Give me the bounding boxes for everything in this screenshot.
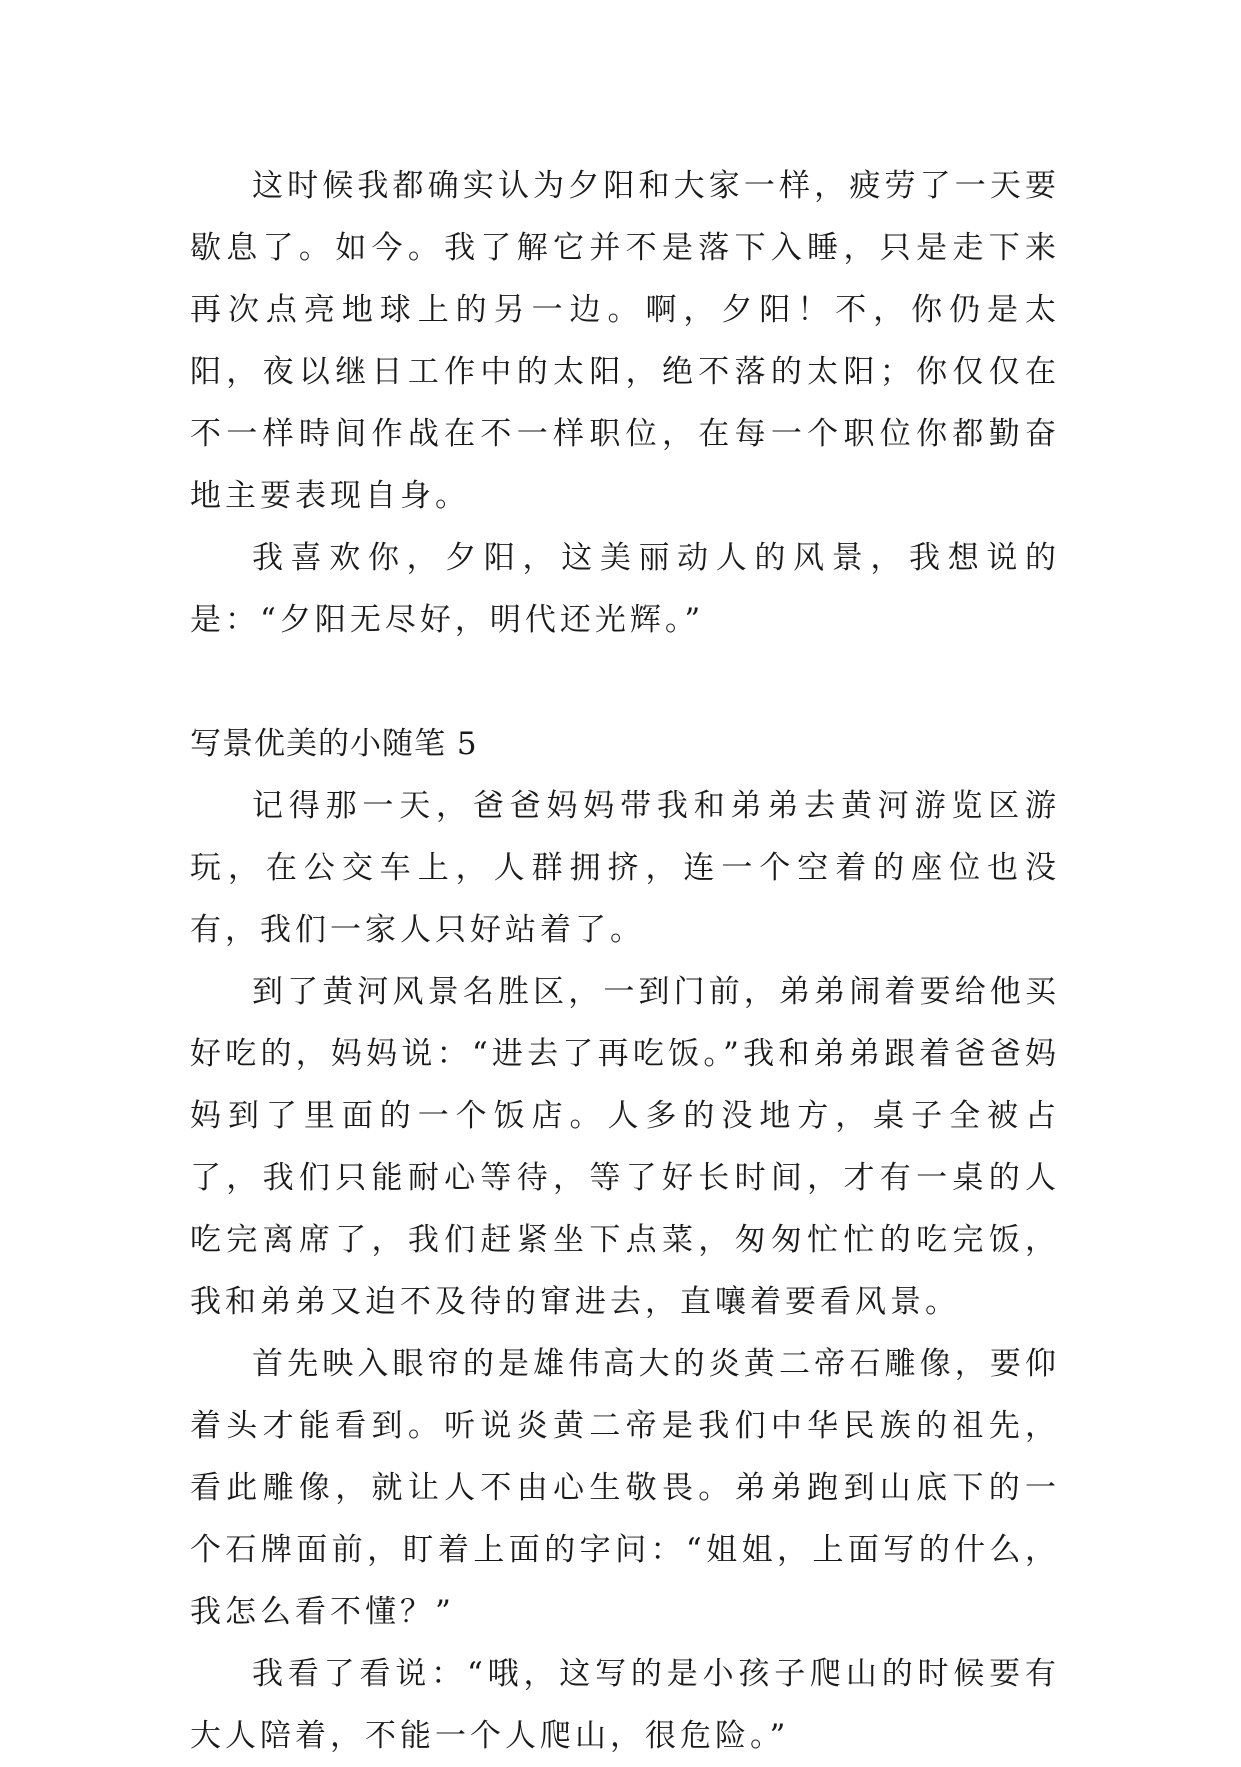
paragraph-trip-start: 记得那一天，爸爸妈妈带我和弟弟去黄河游览区游玩，在公交车上，人群拥挤，连一个空着的座位也没有，我们一家人只好站着了。	[190, 788, 1060, 948]
section-title: 写景优美的小随笔 5	[190, 726, 478, 762]
paragraph-restaurant: 到了黄河风景名胜区，一到门前，弟弟闹着要给他买好吃的，妈妈说：“进去了再吃饭。”我和弟弟跟着爸爸妈妈到了里面的一个饭店。人多的没地方，桌子全被占了，我们只能耐心等待，等了好长时间，才有一桌的人吃完离席了，我们赶紧坐下点菜，匆匆忙忙的吃完饭，我和弟弟又迫不及待的窜进去，直嚷着要看风景。	[190, 974, 1060, 1320]
paragraph-sunset-rest: 这时候我都确实认为夕阳和大家一样，疲劳了一天要歇息了。如今。我了解它并不是落下入睡，只是走下来再次点亮地球上的另一边。啊，夕阳！不，你仍是太阳，夜以继日工作中的太阳，绝不落的太阳；你仅仅在不一样時间作战在不一样职位，在每一个职位你都勤奋地主要表现自身。	[190, 168, 1060, 514]
paragraph-sunset-love: 我喜欢你，夕阳，这美丽动人的风景，我想说的是：“夕阳无尽好，明代还光辉。”	[190, 540, 1060, 638]
paragraph-statue: 首先映入眼帘的是雄伟高大的炎黄二帝石雕像，要仰着头才能看到。听说炎黄二帝是我们中华民族的祖先，看此雕像，就让人不由心生敬畏。弟弟跑到山底下的一个石牌面前，盯着上面的字问：“姐姐，上面写的什么，我怎么看不懂？”	[190, 1346, 1060, 1630]
paragraph-sign-reading: 我看了看说：“哦，这写的是小孩子爬山的时候要有大人陪着，不能一个人爬山，很危险。”	[190, 1656, 1060, 1754]
document-body	[190, 155, 1060, 1767]
